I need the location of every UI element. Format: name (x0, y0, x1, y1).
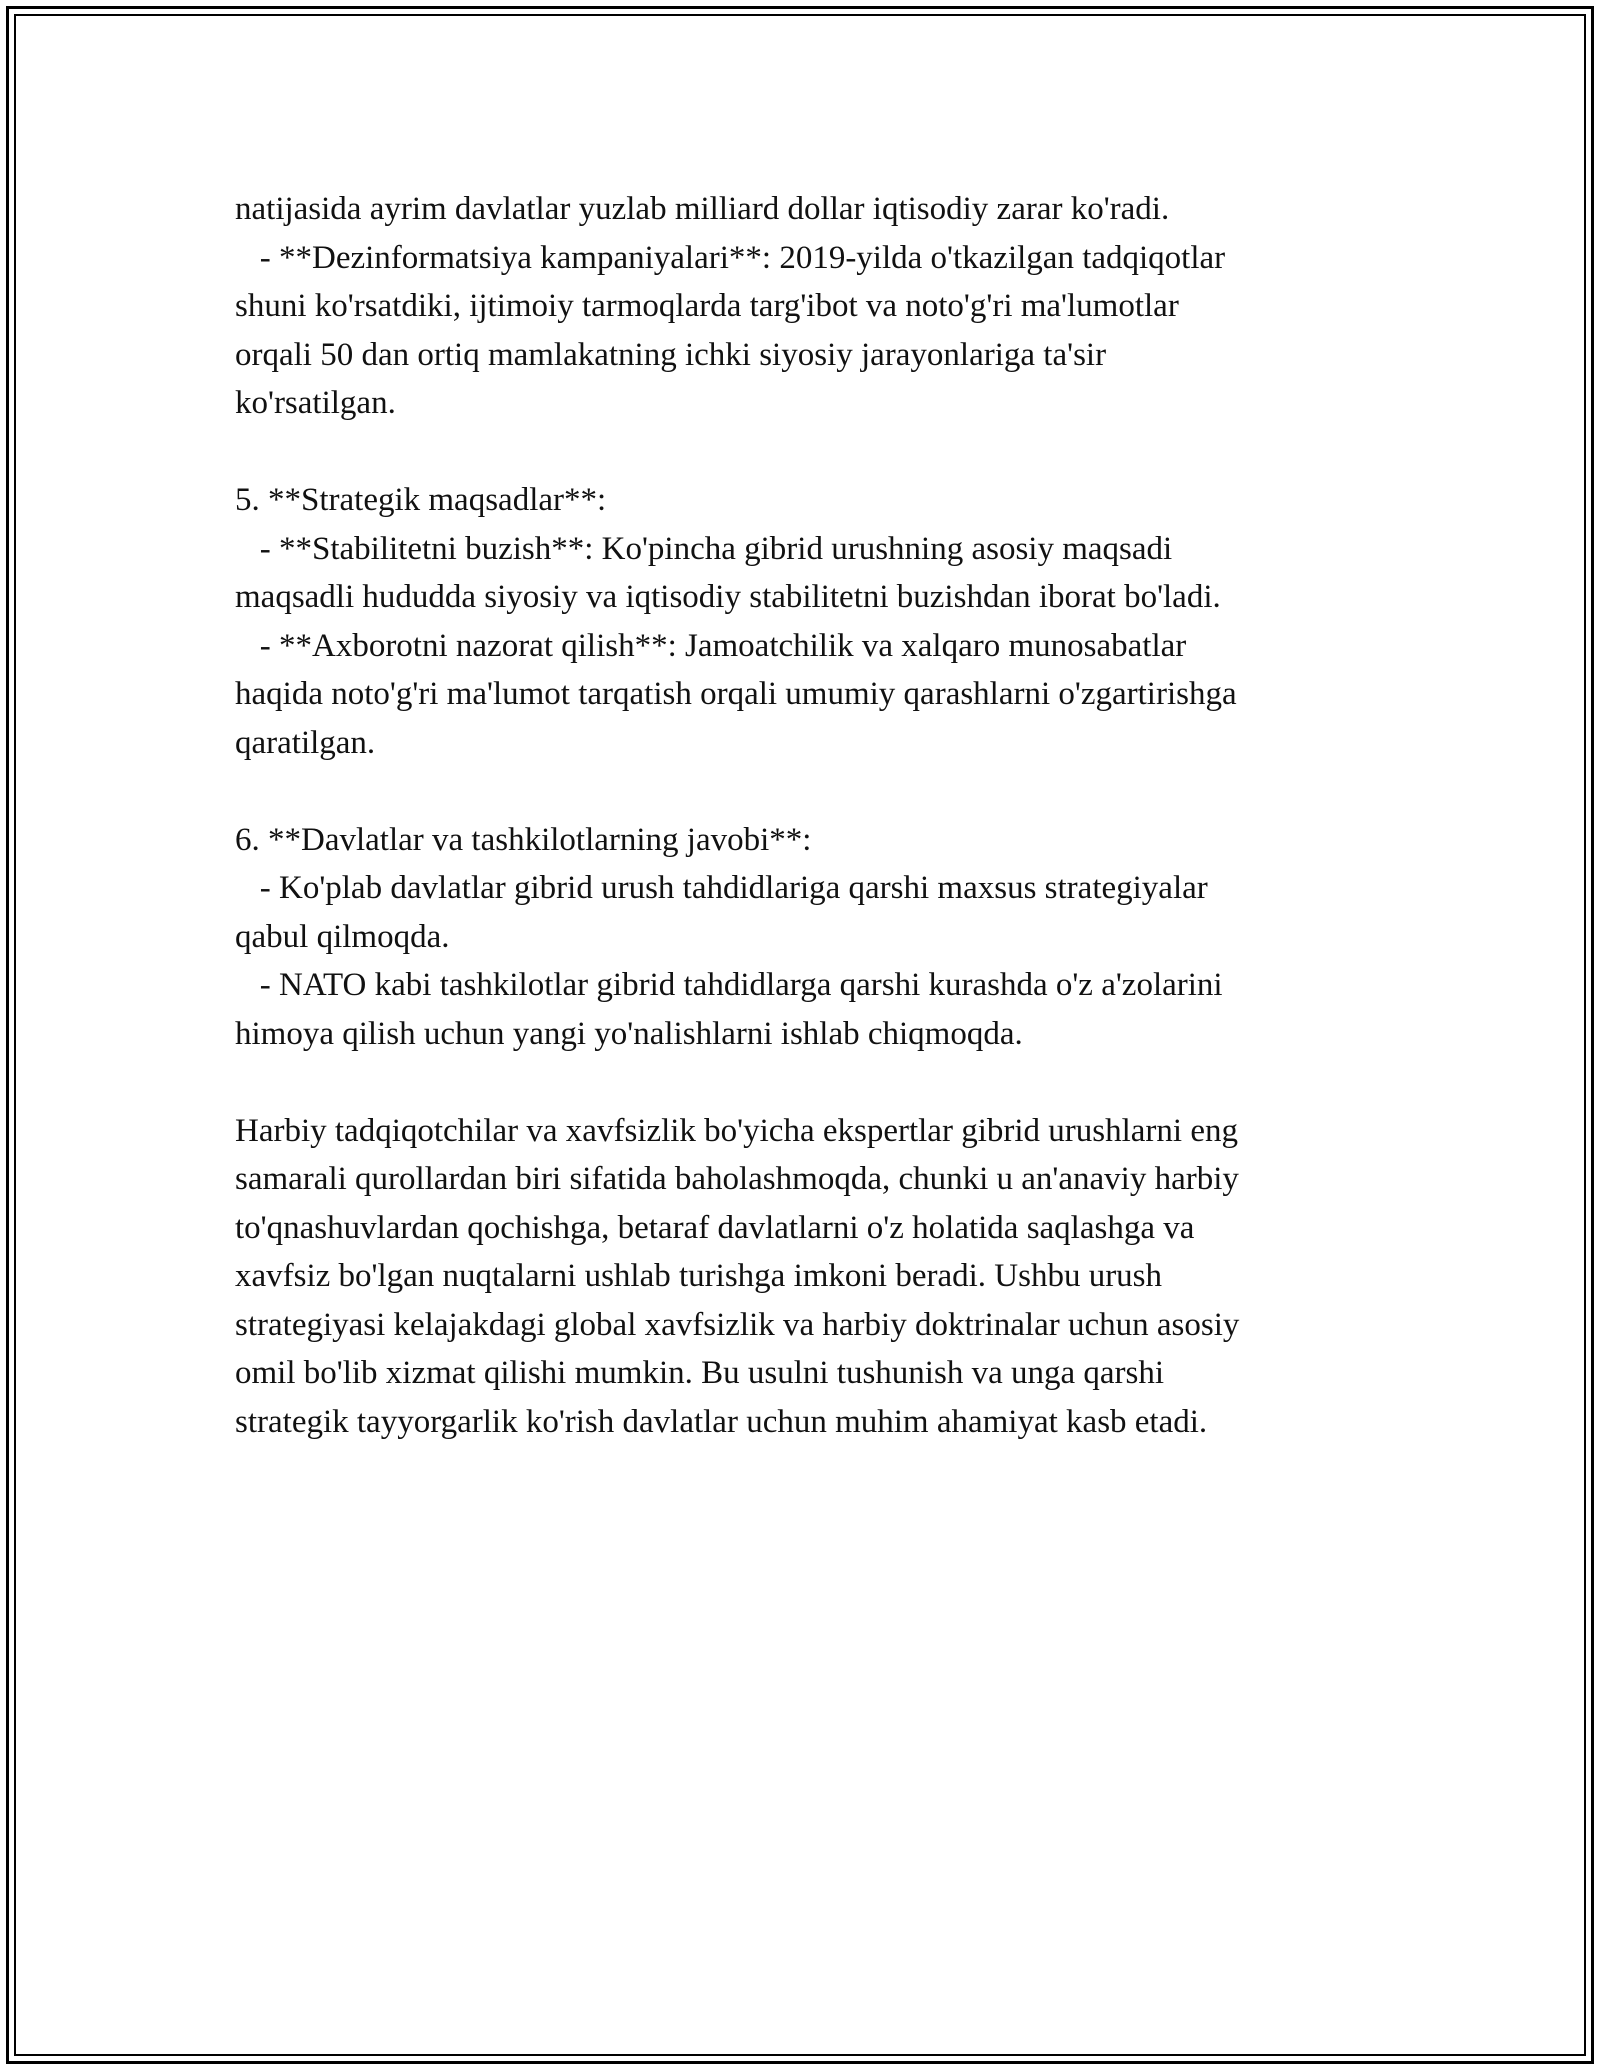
text-line: qabul qilmoqda. (235, 918, 450, 955)
section-heading: 6. **Davlatlar va tashkilotlarning javobi**: (235, 821, 812, 858)
paragraph-gap (235, 767, 1370, 816)
text-line: shuni ko'rsatdiki, ijtimoiy tarmoqlarda targ'ibot va noto'g'ri ma'lumotlar (235, 288, 1179, 324)
section-heading: 5. **Strategik maqsadlar**: (235, 482, 607, 518)
paragraph-gap (235, 428, 1370, 477)
text-line: orqali 50 dan ortiq mamlakatning ichki siyosiy jarayonlariga ta'sir (235, 336, 1107, 373)
text-line: samarali qurollardan biri sifatida baholashmoqda, chunki u an'anaviy harbiy (235, 1161, 1239, 1197)
text-line: haqida noto'g'ri ma'lumot tarqatish orqali umumiy qarashlarni o'zgartirishga (235, 676, 1237, 712)
text-line: - **Dezinformatsiya kampaniyalari**: 2019-yilda o'tkazilgan tadqiqotlar (235, 239, 1226, 276)
document-body (235, 185, 1370, 1446)
text-line: ko'rsatilgan. (235, 385, 396, 421)
text-line: Harbiy tadqiqotchilar va xavfsizlik bo'yicha ekspertlar gibrid urushlarni eng (235, 1112, 1238, 1149)
text-line: strategik tayyorgarlik ko'rish davlatlar uchun muhim ahamiyat kasb etadi. (235, 1403, 1208, 1440)
text-line: - **Stabilitetni buzish**: Ko'pincha gibrid urushning asosiy maqsadi (235, 530, 1173, 567)
text-line: maqsadli hududda siyosiy va iqtisodiy stabilitetni buzishdan iborat bo'ladi. (235, 579, 1221, 615)
text-line: - NATO kabi tashkilotlar gibrid tahdidlarga qarshi kurashda o'z a'zolarini (235, 967, 1223, 1003)
text-line: xavfsiz bo'lgan nuqtalarni ushlab turishga imkoni beradi. Ushbu urush (235, 1258, 1163, 1294)
paragraph-gap (235, 1058, 1370, 1107)
text-line: strategiyasi kelajakdagi global xavfsizlik va harbiy doktrinalar uchun asosiy (235, 1306, 1240, 1343)
text-line: omil bo'lib xizmat qilishi mumkin. Bu usulni tushunish va unga qarshi (235, 1355, 1165, 1391)
text-line: - Ko'plab davlatlar gibrid urush tahdidlariga qarshi maxsus strategiyalar (235, 870, 1208, 906)
text-line: to'qnashuvlardan qochishga, betaraf davlatlarni o'z holatida saqlashga va (235, 1209, 1195, 1246)
text-line: qaratilgan. (235, 724, 376, 761)
text-line: - **Axborotni nazorat qilish**: Jamoatchilik va xalqaro munosabatlar (235, 627, 1187, 664)
text-line: himoya qilish uchun yangi yo'nalishlarni ishlab chiqmoqda. (235, 1015, 1023, 1052)
text-line: natijasida ayrim davlatlar yuzlab milliard dollar iqtisodiy zarar ko'radi. (235, 191, 1170, 227)
